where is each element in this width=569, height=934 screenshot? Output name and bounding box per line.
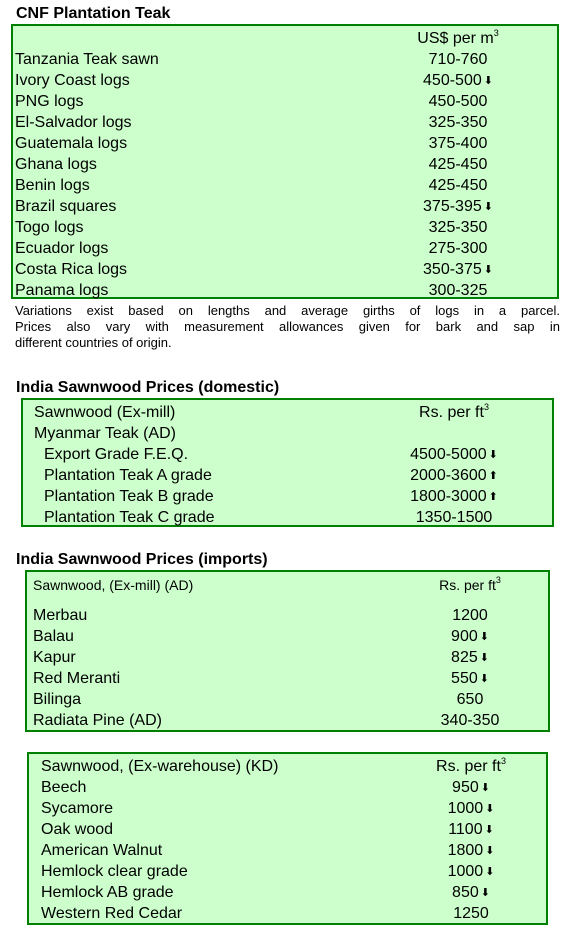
product-name: Red Meranti	[33, 670, 121, 687]
price-value: 425-450	[428, 177, 488, 194]
arrow-down-icon: ⬇	[479, 673, 489, 685]
price-value: 1800-3000 ⬆	[410, 488, 498, 505]
warehouse-header-label: Sawnwood, (Ex-warehouse) (KD)	[41, 758, 279, 775]
arrow-up-icon: ⬆	[488, 491, 498, 503]
price-value: 1200	[452, 607, 488, 624]
footnote-line: Variations exist based on lengths and average girths of logs in a parcel.	[15, 303, 560, 318]
price-value: 950 ⬇	[452, 779, 490, 796]
price-value: 1100 ⬇	[448, 821, 494, 838]
cnf-footnote	[15, 303, 560, 351]
price-value: 1800 ⬇	[447, 842, 495, 859]
product-name: Benin logs	[15, 177, 90, 194]
imports-price-table	[25, 570, 550, 732]
domestic-unit-header: Rs. per $ft^3$	[419, 402, 489, 421]
arrow-down-icon: ⬇	[484, 824, 494, 836]
product-name: Merbau	[33, 607, 88, 624]
arrow-down-icon: ⬇	[479, 631, 489, 643]
domestic-section-title: India Sawnwood Prices (domestic)	[16, 379, 280, 396]
imports-unit-header: Rs. per $ft^3$	[439, 575, 501, 593]
price-value: 325-350	[428, 219, 488, 236]
product-name: Ecuador logs	[15, 240, 109, 257]
product-name: Plantation Teak B grade	[44, 488, 214, 505]
arrow-down-icon: ⬇	[483, 201, 493, 213]
price-value: 1000 ⬇	[447, 800, 495, 817]
product-name: American Walnut	[41, 842, 163, 859]
product-name: Tanzania Teak sawn	[15, 51, 159, 68]
product-name: Plantation Teak C grade	[44, 509, 215, 526]
price-value: 450-500	[428, 93, 488, 110]
product-name: Beech	[41, 779, 87, 796]
price-value: 710-760	[428, 51, 488, 68]
price-value: 450-500 ⬇	[423, 72, 493, 89]
product-name: Panama logs	[15, 282, 109, 299]
product-name: Costa Rica logs	[15, 261, 128, 278]
price-value: 1350-1500	[415, 509, 493, 526]
domestic-price-table	[21, 398, 554, 527]
price-value: 900 ⬇	[451, 628, 489, 645]
price-value: 825 ⬇	[451, 649, 489, 666]
cnf-unit-header: US$ per $m^3$	[417, 28, 499, 47]
imports-header-label: Sawnwood, (Ex-mill) (AD)	[33, 577, 194, 593]
imports-section-title: India Sawnwood Prices (imports)	[16, 551, 268, 568]
arrow-down-icon: ⬇	[479, 652, 489, 664]
price-value: 340-350	[440, 712, 500, 729]
product-name: Western Red Cedar	[41, 905, 183, 922]
price-value: 300-325	[428, 282, 488, 299]
arrow-down-icon: ⬇	[480, 887, 490, 899]
arrow-down-icon: ⬇	[483, 264, 493, 276]
warehouse-price-table	[27, 752, 548, 925]
price-value: 550 ⬇	[451, 670, 489, 687]
product-name: El-Salvador logs	[15, 114, 132, 131]
price-value: 1000 ⬇	[447, 863, 495, 880]
arrow-down-icon: ⬇	[488, 449, 498, 461]
product-name: Bilinga	[33, 691, 82, 708]
product-name: PNG logs	[15, 93, 84, 110]
footnote-line: Prices also vary with measurement allowances given for bark and sap in	[15, 319, 560, 334]
product-name: Hemlock AB grade	[41, 884, 174, 901]
product-name: Guatemala logs	[15, 135, 128, 152]
product-name: Togo logs	[15, 219, 84, 236]
warehouse-unit-header: Rs. per $ft^3$	[436, 756, 506, 775]
product-name: Export Grade F.E.Q.	[44, 446, 189, 463]
product-name: Hemlock clear grade	[41, 863, 188, 880]
price-value: 375-400	[428, 135, 488, 152]
footnote-line: different countries of origin.	[15, 335, 172, 350]
price-value: 350-375 ⬇	[423, 261, 493, 278]
product-name: Sycamore	[41, 800, 114, 817]
arrow-down-icon: ⬇	[480, 782, 490, 794]
price-value: 275-300	[428, 240, 488, 257]
arrow-down-icon: ⬇	[485, 866, 495, 878]
product-name: Kapur	[33, 649, 76, 666]
domestic-group-label: Myanmar Teak (AD)	[34, 425, 176, 442]
price-value: 1250	[453, 905, 489, 922]
price-value: 425-450	[428, 156, 488, 173]
product-name: Ivory Coast logs	[15, 72, 130, 89]
product-name: Brazil squares	[15, 198, 117, 215]
product-name: Oak wood	[41, 821, 114, 838]
product-name: Plantation Teak A grade	[44, 467, 212, 484]
price-value: 850 ⬇	[452, 884, 490, 901]
arrow-down-icon: ⬇	[483, 75, 493, 87]
cnf-section-title: CNF Plantation Teak	[16, 5, 171, 22]
price-value: 4500-5000 ⬇	[410, 446, 498, 463]
arrow-up-icon: ⬆	[488, 470, 498, 482]
product-name: Radiata Pine (AD)	[33, 712, 162, 729]
arrow-down-icon: ⬇	[485, 845, 495, 857]
domestic-header-label: Sawnwood (Ex-mill)	[34, 404, 176, 421]
price-value: 650	[456, 691, 484, 708]
product-name: Balau	[33, 628, 74, 645]
price-value: 325-350	[428, 114, 488, 131]
cnf-price-table	[11, 24, 559, 299]
arrow-down-icon: ⬇	[485, 803, 495, 815]
product-name: Ghana logs	[15, 156, 97, 173]
price-value: 375-395 ⬇	[423, 198, 493, 215]
price-value: 2000-3600 ⬆	[410, 467, 498, 484]
